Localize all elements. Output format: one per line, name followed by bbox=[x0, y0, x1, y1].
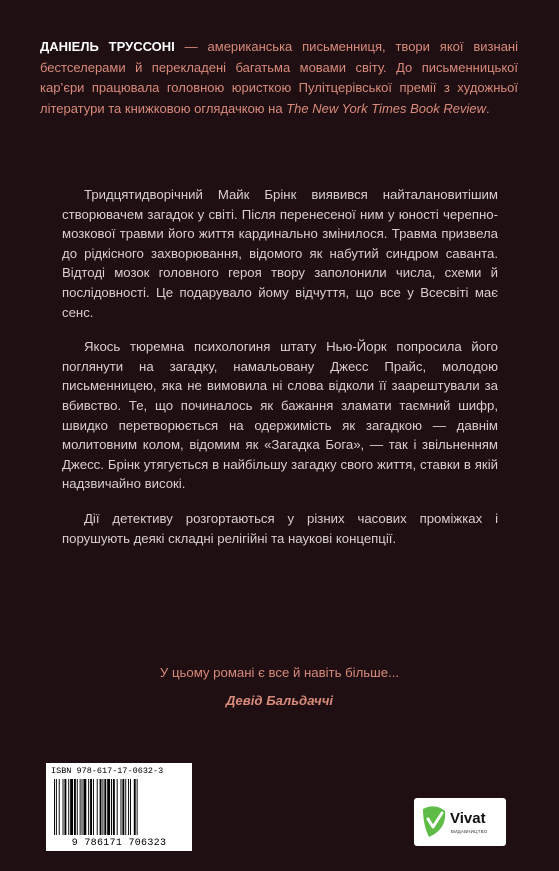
bio-text-1: — американська письменниця, твори якої визнані бестселерами й перекладені багатьма мовами світу. До письменницької кар’єри працювала головною юристкою Пулітцерівської премії з художньої літератури та книжковою оглядачкою на bbox=[40, 39, 518, 116]
isbn-number: ISBN 978-617-17-0632-3 bbox=[51, 766, 164, 776]
barcode-bars bbox=[52, 779, 186, 835]
bio-text-2: . bbox=[485, 100, 490, 116]
synopsis-paragraph-2: Якось тюремна психологиня штату Нью-Йорк попросила його поглянути на загадку, намальовану Джесс Прайс, молодою письменницею, яка не вимовила ні слова відколи її заарештували за вбивство. Те, що починалось як бажання зламати таємний шифр, швидко перетворюється на одержимість як загадкою — давнім молитовним колом, відомим як «Загадка Бога», — так і звільненням Джесс. Брінк утягується в найбільшу загадку свого життя, ставки в якій надзвичайно високі. bbox=[62, 339, 498, 492]
synopsis-paragraph-3: Дії детективу розгортаються у різних часових проміжках і порушують деякі складні релігійні та наукові концепції. bbox=[62, 510, 498, 546]
isbn-barcode bbox=[46, 763, 192, 851]
publication-name: The New York Times Book Review bbox=[286, 100, 486, 116]
publisher-logo bbox=[414, 798, 506, 846]
review-quote: У цьому романі є все й навіть більше... bbox=[159, 665, 400, 680]
leaf-icon bbox=[421, 805, 447, 839]
author-bio bbox=[40, 37, 518, 119]
synopsis bbox=[62, 185, 498, 563]
review-quote-author: Девід Бальдаччі bbox=[225, 693, 334, 708]
publisher-subtitle: ВИДАВНИЦТВО bbox=[451, 829, 488, 834]
publisher-name: Vivat bbox=[450, 810, 486, 827]
barcode-digits: 9 786171 706323 bbox=[71, 838, 167, 849]
synopsis-paragraph-1: Тридцятидворічний Майк Брінк виявився найталановитішим створювачем загадок у світі. Після перенесеної ним у юності черепно-мозкової травми його життя кардинально змінилося. Травма призвела до рідкісного захворювання, відомого як набутий синдром саванта. Відтоді мозок головного героя твору заполонили числа, схеми й послідовності. Це подарувало йому відчуття, що все у Всесвіті має сенс. bbox=[62, 187, 498, 320]
author-name: ДАНІЕЛЬ ТРУССОНІ bbox=[40, 39, 175, 54]
